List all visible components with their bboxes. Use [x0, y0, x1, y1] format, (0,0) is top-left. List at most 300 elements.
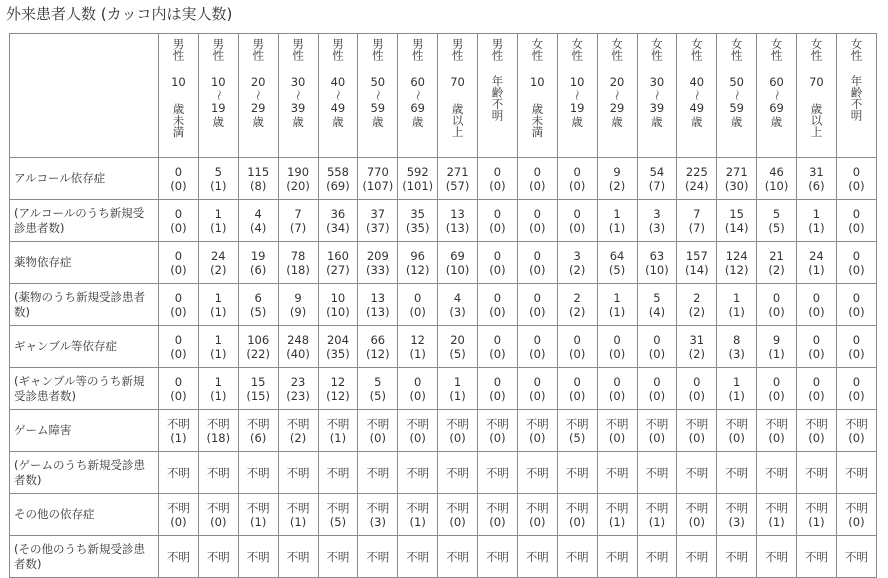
cell-value: 225 [685, 164, 708, 179]
cell-unique-count: (0) [848, 220, 865, 235]
cell-value: 0 [174, 374, 183, 389]
cell-unique-count: (7) [289, 220, 307, 235]
cell-value: 不明 [406, 500, 430, 515]
cell-value: 3 [653, 206, 661, 221]
age-part: 39 [290, 101, 306, 115]
table-cell [836, 452, 876, 494]
cell-value: 不明 [206, 500, 230, 515]
table-cell [318, 158, 358, 200]
age-part: 歳 [332, 115, 344, 129]
age-part: 59 [729, 101, 744, 115]
cell-value: 0 [852, 248, 861, 263]
age-part: 歳以上 [450, 103, 465, 138]
table-cell [517, 410, 557, 452]
table-cell [398, 494, 438, 536]
table-cell [238, 326, 278, 368]
table-cell [318, 326, 358, 368]
cell-unique-count: (2) [210, 262, 227, 277]
cell-unique-count: (5) [329, 514, 347, 529]
column-age-label [828, 75, 884, 121]
cell-value: 不明 [246, 465, 270, 480]
cell-unique-count: (2) [688, 346, 705, 361]
column-header [358, 34, 398, 158]
table-cell [597, 200, 637, 242]
cell-value: 0 [812, 374, 821, 389]
cell-value: 不明 [565, 465, 589, 480]
cell-value: 0 [852, 164, 861, 179]
cell-value: 5 [214, 164, 222, 179]
table-cell [398, 326, 438, 368]
cell-value: 不明 [804, 416, 828, 431]
table-cell [797, 326, 837, 368]
cell-value: 不明 [725, 465, 749, 480]
table-cell [278, 452, 318, 494]
cell-unique-count: (5) [369, 388, 386, 403]
cell-value: 不明 [804, 465, 828, 480]
cell-unique-count: (40) [286, 346, 310, 361]
column-age-label [729, 75, 744, 129]
table-cell [637, 452, 677, 494]
cell-unique-count: (0) [808, 430, 825, 445]
age-part: 歳 [252, 115, 264, 129]
table-cell [198, 536, 238, 578]
cell-unique-count: (3) [728, 514, 745, 529]
column-age-label [291, 75, 306, 129]
column-sex-label: 男性 [410, 38, 425, 61]
cell-value: 0 [573, 164, 581, 179]
table-cell [398, 410, 438, 452]
table-cell [597, 410, 637, 452]
table-cell [358, 158, 398, 200]
table-cell [517, 158, 557, 200]
age-part: 〜 [370, 89, 385, 101]
table-cell [836, 284, 876, 326]
cell-value: 不明 [765, 465, 789, 480]
table-cell [757, 536, 797, 578]
table-cell [717, 536, 757, 578]
cell-unique-count: (0) [489, 178, 506, 193]
cell-unique-count: (0) [608, 430, 626, 445]
table-cell [318, 368, 358, 410]
table-cell [677, 494, 717, 536]
table-cell [198, 284, 238, 326]
table-cell [318, 242, 358, 284]
cell-value: 106 [247, 332, 270, 347]
age-part: 10 [529, 75, 545, 89]
table-cell [557, 536, 597, 578]
cell-unique-count: (0) [369, 430, 386, 445]
column-header [159, 34, 199, 158]
cell-value: 0 [693, 374, 701, 389]
cell-unique-count: (0) [529, 514, 546, 529]
table-cell [198, 494, 238, 536]
row-label: その他の依存症 [10, 494, 159, 536]
table-row [10, 410, 877, 452]
cell-value: 124 [725, 248, 748, 263]
table-cell [677, 536, 717, 578]
cell-value: 不明 [246, 549, 270, 564]
cell-value: 0 [653, 374, 661, 389]
cell-value: 0 [414, 374, 422, 389]
cell-unique-count: (2) [608, 178, 626, 193]
cell-value: 不明 [366, 465, 390, 480]
cell-value: 0 [613, 332, 621, 347]
table-cell [358, 410, 398, 452]
cell-unique-count: (15) [246, 388, 270, 403]
age-part: 歳 [611, 115, 623, 129]
cell-value: 不明 [286, 465, 310, 480]
table-cell [797, 452, 837, 494]
cell-value: 不明 [765, 500, 789, 515]
cell-unique-count: (1) [329, 430, 347, 445]
table-cell [836, 326, 876, 368]
table-row [10, 242, 877, 284]
column-age-label [251, 75, 266, 129]
age-part: 50 [370, 75, 386, 89]
column-age-label [650, 75, 665, 129]
table-cell [398, 158, 438, 200]
cell-value: 不明 [685, 416, 709, 431]
age-part: 29 [609, 101, 625, 115]
cell-unique-count: (1) [808, 514, 825, 529]
cell-value: 115 [247, 164, 270, 179]
cell-value: 0 [493, 290, 502, 305]
cell-value: 不明 [406, 549, 430, 564]
table-cell [478, 242, 518, 284]
age-part: 10 [171, 75, 186, 89]
cell-value: 66 [370, 332, 386, 347]
column-age-label [331, 75, 346, 129]
cell-unique-count: (0) [489, 262, 506, 277]
cell-value: 0 [174, 248, 183, 263]
table-cell [278, 410, 318, 452]
table-cell [478, 452, 518, 494]
age-part: 10 [569, 75, 585, 89]
table-row [10, 536, 877, 578]
table-cell [198, 158, 238, 200]
table-header-row [10, 34, 877, 158]
table-cell [757, 452, 797, 494]
cell-value: 不明 [844, 465, 868, 480]
table-cell [797, 368, 837, 410]
table-cell [278, 242, 318, 284]
cell-value: 37 [370, 206, 386, 221]
cell-unique-count: (0) [648, 388, 666, 403]
table-cell [557, 284, 597, 326]
cell-value: 0 [493, 206, 502, 221]
age-part: 歳 [770, 115, 783, 129]
cell-unique-count: (1) [608, 304, 626, 319]
cell-value: 35 [410, 206, 425, 221]
table-cell [717, 158, 757, 200]
table-cell [677, 200, 717, 242]
cell-unique-count: (10) [326, 304, 350, 319]
cell-value: 不明 [565, 549, 589, 564]
cell-value: 0 [852, 290, 861, 305]
cell-value: 不明 [326, 500, 350, 515]
age-part: 歳以上 [809, 103, 824, 138]
table-cell [836, 200, 876, 242]
cell-value: 0 [533, 248, 541, 263]
table-cell [438, 326, 478, 368]
cell-unique-count: (5) [768, 220, 785, 235]
column-sex-label: 女性 [610, 38, 625, 61]
age-part: 10 [210, 75, 226, 89]
cell-value: 不明 [804, 549, 828, 564]
age-part: 60 [410, 75, 425, 89]
cell-unique-count: (0) [489, 388, 506, 403]
cell-value: 不明 [286, 416, 310, 431]
cell-unique-count: (3) [648, 220, 666, 235]
table-cell [438, 410, 478, 452]
age-part: 歳未満 [171, 103, 186, 138]
cell-value: 不明 [525, 549, 549, 564]
cell-unique-count: (0) [848, 178, 865, 193]
cell-unique-count: (0) [688, 430, 705, 445]
cell-value: 2 [573, 290, 581, 305]
cell-value: 5 [374, 374, 382, 389]
cell-value: 不明 [406, 416, 430, 431]
cell-unique-count: (1) [449, 388, 466, 403]
cell-value: 不明 [725, 416, 749, 431]
column-age-label [410, 75, 425, 129]
table-cell [517, 494, 557, 536]
cell-unique-count: (6) [250, 262, 267, 277]
table-row [10, 284, 877, 326]
cell-value: 不明 [605, 500, 629, 515]
table-cell [358, 368, 398, 410]
table-cell [159, 536, 199, 578]
cell-value: 0 [573, 374, 581, 389]
cell-unique-count: (0) [489, 430, 506, 445]
column-sex-label: 男性 [450, 38, 465, 61]
cell-value: 不明 [485, 465, 509, 480]
cell-value: 0 [772, 374, 781, 389]
cell-value: 不明 [166, 416, 190, 431]
table-cell [278, 536, 318, 578]
cell-value: 558 [326, 164, 349, 179]
cell-value: 0 [493, 164, 502, 179]
cell-unique-count: (7) [648, 178, 666, 193]
table-cell [597, 242, 637, 284]
cell-value: 157 [685, 248, 708, 263]
table-cell [358, 536, 398, 578]
cell-unique-count: (0) [489, 346, 506, 361]
cell-unique-count: (0) [648, 430, 666, 445]
cell-unique-count: (3) [369, 514, 386, 529]
cell-unique-count: (13) [445, 220, 470, 235]
table-cell [637, 536, 677, 578]
cell-value: 209 [366, 248, 389, 263]
cell-unique-count: (0) [529, 304, 546, 319]
table-cell [238, 158, 278, 200]
age-part: 〜 [689, 89, 704, 101]
cell-value: 不明 [645, 465, 669, 480]
cell-unique-count: (1) [768, 346, 785, 361]
table-cell [398, 284, 438, 326]
cell-unique-count: (107) [362, 178, 394, 193]
cell-unique-count: (57) [445, 178, 470, 193]
age-part: 〜 [729, 89, 744, 101]
cell-value: 4 [453, 290, 462, 305]
table-cell [278, 326, 318, 368]
table-cell [557, 158, 597, 200]
cell-value: 3 [573, 248, 581, 263]
cell-value: 不明 [206, 416, 230, 431]
table-cell [557, 452, 597, 494]
table-cell [238, 242, 278, 284]
cell-unique-count: (0) [170, 346, 187, 361]
table-cell [238, 368, 278, 410]
column-header [517, 34, 557, 158]
table-cell [797, 158, 837, 200]
age-part: 70 [450, 75, 465, 89]
table-cell [637, 494, 677, 536]
cell-unique-count: (8) [250, 178, 267, 193]
cell-unique-count: (0) [608, 388, 626, 403]
cell-value: 不明 [685, 549, 709, 564]
table-body [10, 158, 877, 578]
table-cell [478, 536, 518, 578]
cell-value: 不明 [844, 549, 868, 564]
age-part: 60 [769, 75, 784, 89]
age-part: 歳 [212, 115, 225, 129]
cell-unique-count: (0) [529, 220, 546, 235]
cell-value: 0 [573, 332, 581, 347]
cell-value: 不明 [326, 549, 350, 564]
table-cell [836, 494, 876, 536]
table-cell [438, 368, 478, 410]
cell-unique-count: (1) [409, 514, 426, 529]
cell-value: 24 [809, 248, 824, 263]
cell-value: 不明 [605, 465, 629, 480]
cell-value: 不明 [366, 416, 390, 431]
table-cell [677, 326, 717, 368]
table-cell [757, 494, 797, 536]
age-part: 〜 [570, 89, 585, 101]
table-cell [438, 494, 478, 536]
cell-value: 0 [493, 332, 502, 347]
table-cell [637, 242, 677, 284]
cell-value: 0 [772, 290, 781, 305]
table-cell [557, 410, 597, 452]
age-part: 70 [809, 75, 824, 89]
table-cell [836, 536, 876, 578]
cell-unique-count: (6) [250, 430, 267, 445]
age-part: 歳 [372, 115, 384, 129]
table-cell [557, 368, 597, 410]
age-part: 〜 [251, 89, 266, 101]
cell-unique-count: (0) [569, 514, 586, 529]
cell-unique-count: (0) [688, 514, 705, 529]
table-cell [677, 452, 717, 494]
cell-value: 不明 [645, 416, 669, 431]
table-cell [159, 158, 199, 200]
cell-unique-count: (20) [286, 178, 310, 193]
cell-unique-count: (2) [289, 430, 307, 445]
cell-unique-count: (0) [848, 346, 865, 361]
table-cell [757, 242, 797, 284]
table-row [10, 200, 877, 242]
cell-unique-count: (30) [724, 178, 749, 193]
cell-unique-count: (0) [529, 388, 546, 403]
table-cell [278, 200, 318, 242]
table-cell [398, 536, 438, 578]
cell-value: 不明 [166, 465, 190, 480]
cell-unique-count: (1) [210, 220, 227, 235]
cell-unique-count: (0) [489, 304, 506, 319]
table-cell [677, 284, 717, 326]
table-cell [597, 536, 637, 578]
cell-value: 248 [287, 332, 310, 347]
row-label: (ギャンブル等のうち新規受診患者数) [10, 368, 159, 410]
cell-unique-count: (1) [608, 514, 626, 529]
table-cell [757, 410, 797, 452]
cell-value: 不明 [645, 500, 669, 515]
table-cell [836, 410, 876, 452]
cell-value: 0 [852, 374, 861, 389]
cell-value: 1 [733, 374, 741, 389]
cell-value: 9 [613, 164, 621, 179]
cell-unique-count: (10) [445, 262, 470, 277]
cell-unique-count: (23) [286, 388, 310, 403]
age-part: 年齢不明 [490, 75, 505, 121]
table-cell [557, 326, 597, 368]
table-cell [278, 284, 318, 326]
cell-value: 不明 [765, 549, 789, 564]
table-cell [438, 200, 478, 242]
cell-value: 0 [533, 164, 541, 179]
cell-unique-count: (0) [808, 304, 825, 319]
table-cell [517, 536, 557, 578]
cell-value: 1 [733, 290, 741, 305]
cell-unique-count: (5) [569, 430, 586, 445]
table-cell [159, 494, 199, 536]
row-label: (その他のうち新規受診患者数) [10, 536, 159, 578]
cell-unique-count: (4) [648, 304, 666, 319]
column-age-label [157, 75, 199, 138]
age-part: 29 [250, 101, 266, 115]
column-sex-label: 女性 [729, 38, 744, 61]
cell-value: 不明 [246, 416, 270, 431]
column-age-label [769, 75, 784, 129]
cell-value: 不明 [366, 549, 390, 564]
cell-value: 1 [214, 374, 222, 389]
row-label: (薬物のうち新規受診患者数) [10, 284, 159, 326]
cell-unique-count: (14) [685, 262, 709, 277]
cell-value: 1 [214, 290, 222, 305]
cell-value: 0 [174, 332, 183, 347]
cell-value: 不明 [605, 416, 629, 431]
cell-unique-count: (1) [808, 220, 825, 235]
column-header [557, 34, 597, 158]
cell-value: 0 [414, 290, 422, 305]
cell-value: 不明 [804, 500, 828, 515]
column-age-label [610, 75, 625, 129]
table-cell [797, 242, 837, 284]
cell-value: 24 [210, 248, 226, 263]
table-cell [597, 158, 637, 200]
cell-unique-count: (0) [569, 388, 586, 403]
table-cell [677, 368, 717, 410]
cell-unique-count: (0) [529, 430, 546, 445]
table-cell [557, 242, 597, 284]
age-part: 歳 [571, 115, 583, 129]
column-sex-label: 男性 [171, 38, 186, 61]
table-row [10, 452, 877, 494]
table-cell [318, 410, 358, 452]
cell-value: 36 [330, 206, 346, 221]
